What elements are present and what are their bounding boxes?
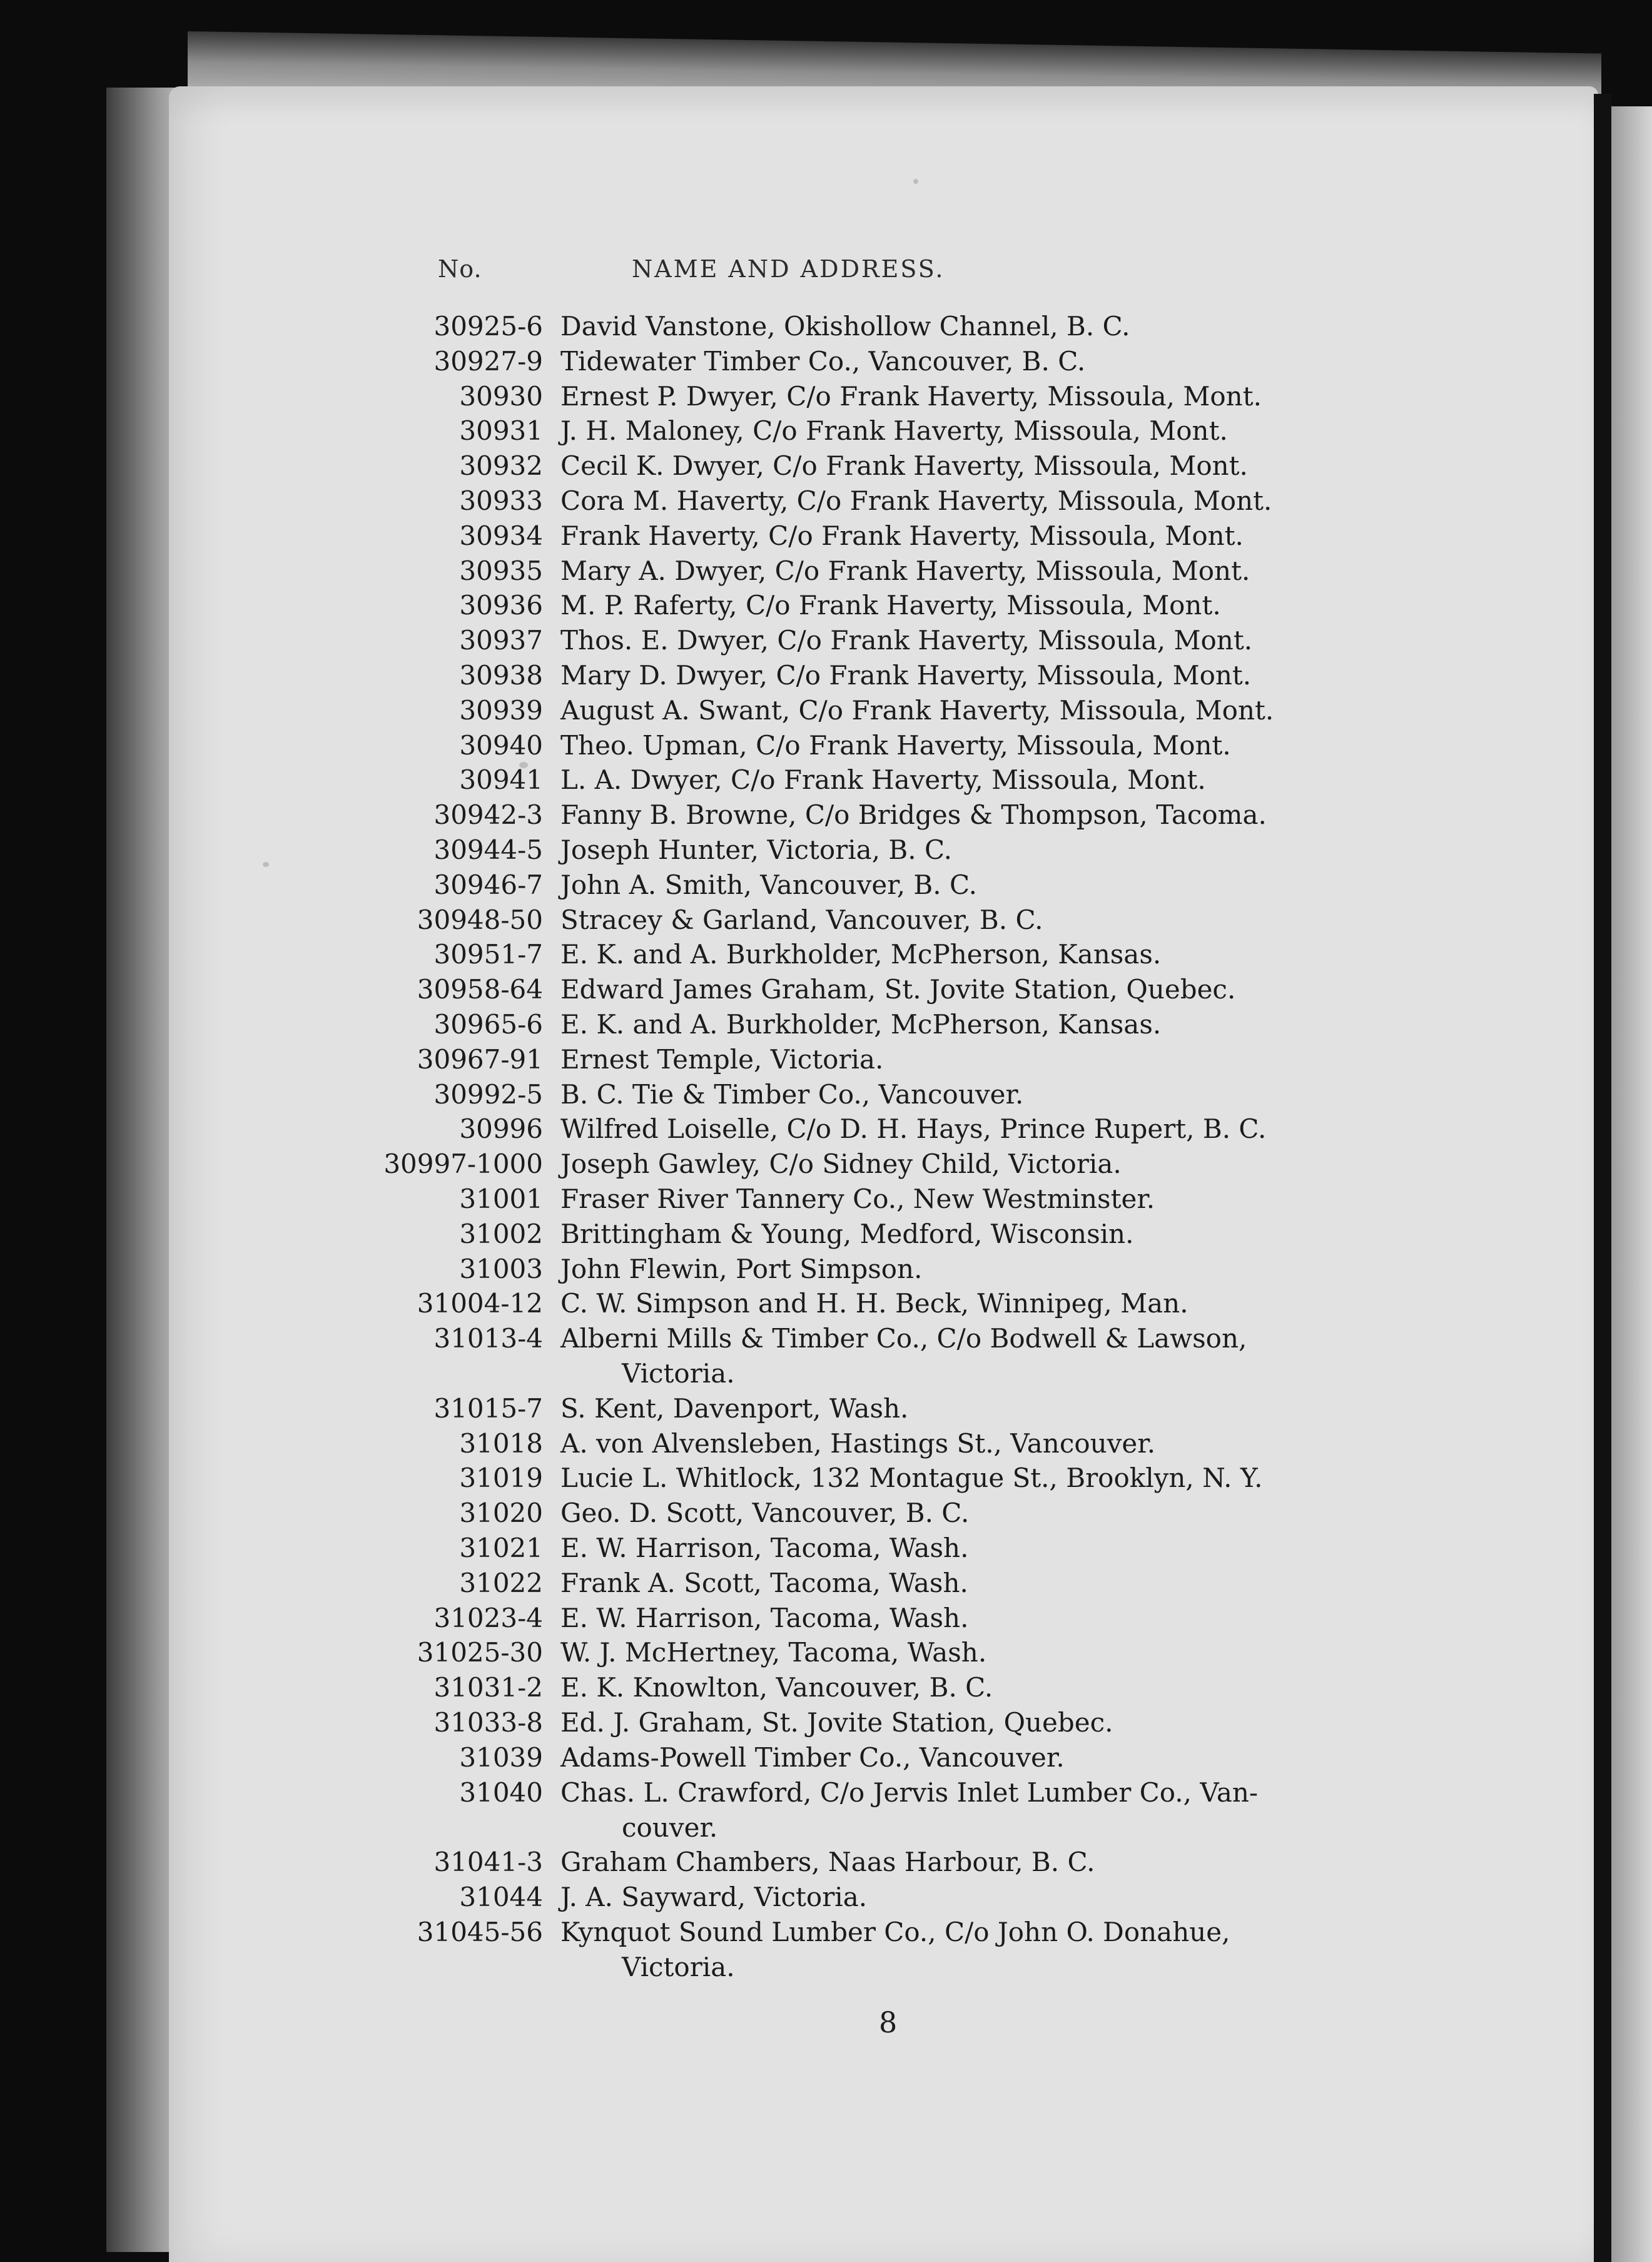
entry-row <box>0 1601 1652 1636</box>
entry-name-address: Stracey & Garland, Vancouver, B. C. <box>560 905 1043 935</box>
entry-name-address: B. C. Tie & Timber Co., Vancouver. <box>560 1079 1024 1110</box>
entry-number: 30948-50 <box>417 905 543 935</box>
entry-name-address: Ernest Temple, Victoria. <box>560 1044 884 1075</box>
entry-number: 30951-7 <box>433 939 543 970</box>
entry-row <box>0 1635 1652 1670</box>
entry-number: 30996 <box>459 1113 543 1144</box>
entry-number: 31041-3 <box>433 1847 543 1877</box>
entry-name-address: Joseph Gawley, C/o Sidney Child, Victoria. <box>560 1149 1122 1179</box>
entry-number: 30935 <box>459 555 543 586</box>
entry-row <box>0 554 1652 589</box>
entry-name-address: Frank Haverty, C/o Frank Haverty, Missoula, Mont. <box>560 520 1244 551</box>
entry-row <box>0 763 1652 798</box>
entry-number: 30930 <box>459 381 543 412</box>
entry-number: 30942-3 <box>433 799 543 830</box>
entry-number: 30927-9 <box>433 346 543 377</box>
entry-row <box>0 1147 1652 1182</box>
entry-row <box>0 309 1652 344</box>
entry-row <box>0 413 1652 449</box>
entry-number: 31004-12 <box>417 1288 543 1319</box>
entry-number: 31021 <box>459 1533 543 1563</box>
entry-name-address: C. W. Simpson and H. H. Beck, Winnipeg, Man. <box>560 1288 1188 1319</box>
entry-row <box>0 693 1652 728</box>
entry-row <box>0 937 1652 972</box>
entry-name-address: E. W. Harrison, Tacoma, Wash. <box>560 1533 969 1563</box>
entry-row <box>0 1077 1652 1112</box>
entry-row <box>0 1705 1652 1740</box>
column-header-name-address: NAME AND ADDRESS. <box>632 255 945 283</box>
entry-number: 31022 <box>459 1568 543 1598</box>
entry-name-address: Ernest P. Dwyer, C/o Frank Haverty, Missoula, Mont. <box>560 381 1262 412</box>
entry-name-address: Theo. Upman, C/o Frank Haverty, Missoula, Mont. <box>560 730 1231 761</box>
entry-row <box>0 1566 1652 1601</box>
entry-number: 30965-6 <box>433 1009 543 1040</box>
entry-number: 30934 <box>459 520 543 551</box>
entry-number: 30933 <box>459 485 543 516</box>
entry-name-address: L. A. Dwyer, C/o Frank Haverty, Missoula, Mont. <box>560 764 1206 795</box>
entry-row <box>0 379 1652 414</box>
entry-number: 30939 <box>459 695 543 726</box>
entry-number: 31019 <box>459 1463 543 1493</box>
entry-name-address: Geo. D. Scott, Vancouver, B. C. <box>560 1498 970 1528</box>
entry-name-address: Fanny B. Browne, C/o Bridges & Thompson, Tacoma. <box>560 799 1267 830</box>
entry-row <box>0 658 1652 693</box>
entry-number: 31002 <box>459 1219 543 1249</box>
entry-row <box>0 728 1652 763</box>
entry-name-address: Mary D. Dwyer, C/o Frank Haverty, Missoula, Mont. <box>560 660 1252 691</box>
entry-number: 30932 <box>459 450 543 481</box>
entry-row <box>0 1112 1652 1147</box>
entry-name-address: Thos. E. Dwyer, C/o Frank Haverty, Missoula, Mont. <box>560 625 1253 656</box>
entry-number: 30938 <box>459 660 543 691</box>
entry-continuation: Victoria. <box>622 1952 735 1982</box>
entry-name-address: Kynquot Sound Lumber Co., C/o John O. Donahue, <box>560 1917 1230 1947</box>
entry-number: 31013-4 <box>433 1323 543 1354</box>
entry-number: 30944-5 <box>433 834 543 865</box>
entry-name-address: Joseph Hunter, Victoria, B. C. <box>560 834 952 865</box>
entry-name-address: Mary A. Dwyer, C/o Frank Haverty, Missoula, Mont. <box>560 555 1250 586</box>
column-header-number: No. <box>438 255 482 283</box>
entry-number: 31018 <box>459 1428 543 1459</box>
entry-name-address: Edward James Graham, St. Jovite Station, Quebec. <box>560 974 1236 1005</box>
entry-row <box>0 1740 1652 1775</box>
entry-number: 31020 <box>459 1498 543 1528</box>
entry-name-address: J. A. Sayward, Victoria. <box>560 1882 868 1912</box>
entry-name-address: David Vanstone, Okishollow Channel, B. C. <box>560 311 1130 342</box>
entry-number: 31044 <box>459 1882 543 1912</box>
entry-row <box>0 1286 1652 1321</box>
entry-name-address: John Flewin, Port Simpson. <box>560 1254 923 1284</box>
entry-row <box>0 1007 1652 1042</box>
entry-number: 31033-8 <box>433 1707 543 1738</box>
entry-number: 31039 <box>459 1742 543 1773</box>
entry-name-address: Cecil K. Dwyer, C/o Frank Haverty, Missoula, Mont. <box>560 450 1248 481</box>
entry-row <box>0 519 1652 554</box>
entry-name-address: Tidewater Timber Co., Vancouver, B. C. <box>560 346 1086 377</box>
entry-name-address: August A. Swant, C/o Frank Haverty, Missoula, Mont. <box>560 695 1274 726</box>
entry-continuation: Victoria. <box>622 1358 735 1389</box>
entry-name-address: E. K. and A. Burkholder, McPherson, Kansas. <box>560 1009 1162 1040</box>
entry-number: 31015-7 <box>433 1393 543 1424</box>
entry-name-address: Fraser River Tannery Co., New Westminster. <box>560 1184 1155 1214</box>
entry-number: 30936 <box>459 590 543 621</box>
entry-name-address: J. H. Maloney, C/o Frank Haverty, Missoula, Mont. <box>560 415 1228 446</box>
entry-row <box>0 972 1652 1007</box>
entry-row <box>0 903 1652 938</box>
entry-number: 31040 <box>459 1777 543 1808</box>
entry-row <box>0 1252 1652 1287</box>
entry-row <box>0 1217 1652 1252</box>
entry-number: 31003 <box>459 1254 543 1284</box>
entry-continuation: couver. <box>622 1812 718 1843</box>
entry-name-address: E. W. Harrison, Tacoma, Wash. <box>560 1603 969 1633</box>
entry-row <box>0 1845 1652 1880</box>
entry-row <box>0 1042 1652 1077</box>
entry-row <box>0 344 1652 379</box>
entry-name-address: Wilfred Loiselle, C/o D. H. Hays, Prince Rupert, B. C. <box>560 1113 1267 1144</box>
entry-name-address: Lucie L. Whitlock, 132 Montague St., Brooklyn, N. Y. <box>560 1463 1263 1493</box>
entry-name-address: Ed. J. Graham, St. Jovite Station, Quebec. <box>560 1707 1113 1738</box>
entry-number: 30958-64 <box>417 974 543 1005</box>
entry-name-address: Graham Chambers, Naas Harbour, B. C. <box>560 1847 1095 1877</box>
entry-name-address: W. J. McHertney, Tacoma, Wash. <box>560 1637 987 1668</box>
entry-number: 30937 <box>459 625 543 656</box>
entry-row <box>0 588 1652 623</box>
entry-name-address: Brittingham & Young, Medford, Wisconsin. <box>560 1219 1134 1249</box>
entry-number: 30946-7 <box>433 870 543 900</box>
entry-row <box>0 1426 1652 1461</box>
page-number: 8 <box>879 2006 898 2039</box>
entry-name-address: Adams-Powell Timber Co., Vancouver. <box>560 1742 1065 1773</box>
entry-row <box>0 484 1652 519</box>
entry-row <box>0 1496 1652 1531</box>
entry-name-address: Alberni Mills & Timber Co., C/o Bodwell & Lawson, <box>560 1323 1247 1354</box>
entry-number: 31025-30 <box>417 1637 543 1668</box>
entry-number: 30941 <box>459 764 543 795</box>
entry-number: 31023-4 <box>433 1603 543 1633</box>
entry-name-address: Chas. L. Crawford, C/o Jervis Inlet Lumber Co., Van- <box>560 1777 1259 1808</box>
entry-number: 31001 <box>459 1184 543 1214</box>
entry-number: 30931 <box>459 415 543 446</box>
entry-name-address: Frank A. Scott, Tacoma, Wash. <box>560 1568 968 1598</box>
entry-number: 31045-56 <box>417 1917 543 1947</box>
entry-row <box>0 1880 1652 1915</box>
entry-row <box>0 868 1652 903</box>
entry-row <box>0 1775 1652 1843</box>
entry-row <box>0 1391 1652 1426</box>
entry-row <box>0 798 1652 833</box>
entry-row <box>0 1670 1652 1705</box>
entry-number: 30997-1000 <box>383 1149 543 1179</box>
entry-number: 30992-5 <box>433 1079 543 1110</box>
entry-name-address: John A. Smith, Vancouver, B. C. <box>560 870 977 900</box>
entry-number: 30940 <box>459 730 543 761</box>
entry-name-address: A. von Alvensleben, Hastings St., Vancouver. <box>560 1428 1156 1459</box>
entry-row <box>0 833 1652 868</box>
entry-row <box>0 1321 1652 1389</box>
entry-row <box>0 449 1652 484</box>
entry-name-address: E. K. and A. Burkholder, McPherson, Kansas. <box>560 939 1162 970</box>
entry-row <box>0 1531 1652 1566</box>
entry-row <box>0 1461 1652 1496</box>
entry-name-address: S. Kent, Davenport, Wash. <box>560 1393 909 1424</box>
entry-name-address: Cora M. Haverty, C/o Frank Haverty, Missoula, Mont. <box>560 485 1272 516</box>
entry-row <box>0 1182 1652 1217</box>
entry-number: 31031-2 <box>433 1672 543 1703</box>
entry-number: 30967-91 <box>417 1044 543 1075</box>
entry-number: 30925-6 <box>433 311 543 342</box>
entry-name-address: M. P. Raferty, C/o Frank Haverty, Missoula, Mont. <box>560 590 1221 621</box>
entry-name-address: E. K. Knowlton, Vancouver, B. C. <box>560 1672 993 1703</box>
entry-row <box>0 623 1652 658</box>
entry-row <box>0 1915 1652 1982</box>
